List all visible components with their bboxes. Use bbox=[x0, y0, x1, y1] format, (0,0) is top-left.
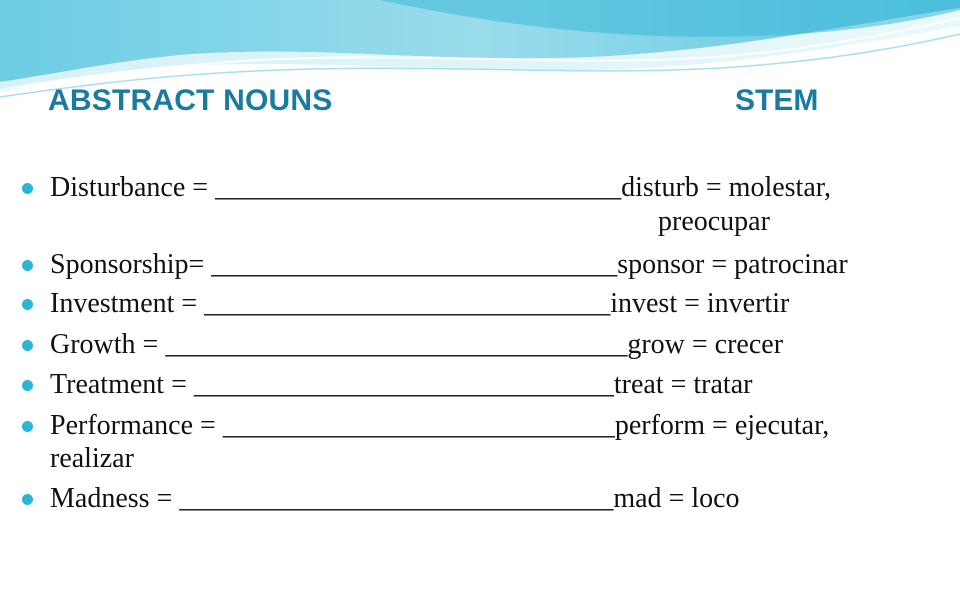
bullet-icon bbox=[22, 494, 33, 505]
item-stem: grow = crecer bbox=[627, 329, 784, 360]
item-blank: _________________________________ bbox=[165, 329, 628, 360]
bullet-icon bbox=[22, 380, 33, 391]
item-stem: treat = tratar bbox=[613, 369, 753, 400]
item-stem: disturb = molestar, bbox=[621, 172, 831, 203]
item-blank: _______________________________ bbox=[179, 483, 614, 514]
item-separator: = bbox=[188, 249, 212, 280]
item-line bbox=[50, 409, 829, 443]
slide-heading bbox=[0, 84, 960, 128]
item-blank: _____________________________ bbox=[204, 288, 611, 319]
item-continuation: realizar bbox=[50, 443, 134, 474]
item-noun: Treatment bbox=[50, 369, 165, 400]
bullet-icon bbox=[22, 260, 33, 271]
item-line bbox=[50, 368, 752, 402]
bullet-icon bbox=[22, 299, 33, 310]
item-separator: = bbox=[193, 410, 223, 441]
item-continuation: preocupar bbox=[658, 206, 770, 237]
bullet-icon bbox=[22, 183, 33, 194]
item-noun: Growth bbox=[50, 329, 136, 360]
bullet-icon bbox=[22, 340, 33, 351]
item-noun: Disturbance bbox=[50, 172, 186, 203]
item-blank: ______________________________ bbox=[193, 369, 614, 400]
item-blank: ____________________________ bbox=[222, 410, 615, 441]
item-separator: = bbox=[149, 483, 180, 514]
item-noun: Madness bbox=[50, 483, 150, 514]
item-line bbox=[50, 171, 831, 205]
item-line bbox=[50, 248, 848, 282]
item-stem: mad = loco bbox=[613, 483, 740, 514]
item-noun: Investment bbox=[50, 288, 175, 319]
item-line bbox=[50, 482, 740, 516]
item-separator: = bbox=[164, 369, 194, 400]
item-blank: _____________________________ bbox=[211, 249, 618, 280]
item-stem: invest = invertir bbox=[610, 288, 790, 319]
item-line bbox=[50, 287, 789, 321]
item-stem: perform = ejecutar, bbox=[614, 410, 830, 441]
item-noun: Sponsorship bbox=[50, 249, 189, 280]
item-line bbox=[50, 328, 783, 362]
item-separator: = bbox=[185, 172, 216, 203]
item-blank: _____________________________ bbox=[215, 172, 622, 203]
bullet-icon bbox=[22, 421, 33, 432]
item-separator: = bbox=[135, 329, 166, 360]
item-separator: = bbox=[174, 288, 205, 319]
heading-stem: STEM bbox=[735, 84, 819, 117]
item-noun: Performance bbox=[50, 410, 194, 441]
heading-abstract-nouns: ABSTRACT NOUNS bbox=[48, 84, 333, 117]
item-stem: sponsor = patrocinar bbox=[617, 249, 848, 280]
